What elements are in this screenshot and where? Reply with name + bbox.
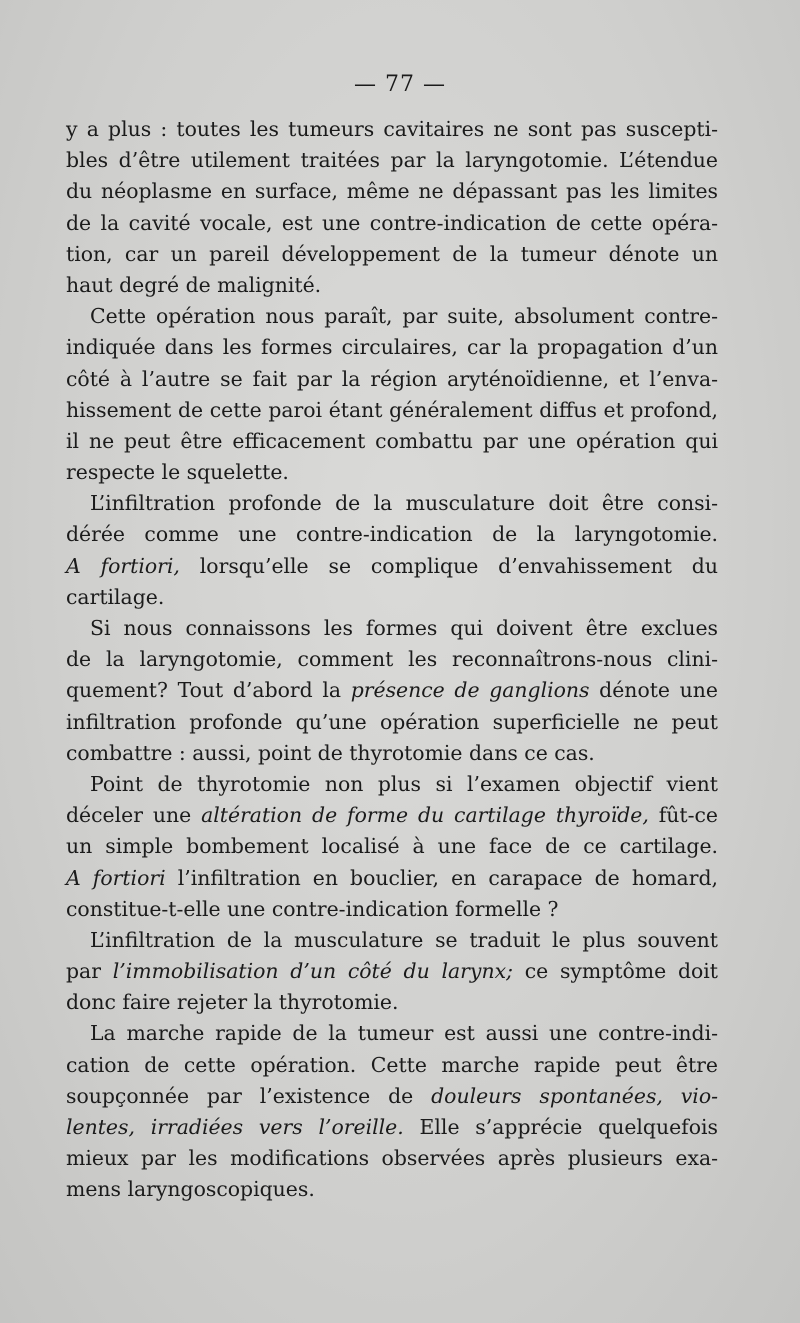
text-run: il ne peut être efficacement combattu par une opération qui [66, 428, 718, 453]
text-run: cation de cette opération. Cette marche rapide peut être [66, 1052, 718, 1077]
text-line [66, 395, 718, 426]
text-run: côté à l’autre se fait par la région aryténoïdienne, et l’enva- [66, 366, 718, 391]
text-run: de la laryngotomie, comment les reconnaîtrons-nous clini- [66, 647, 718, 672]
text-line [66, 863, 718, 894]
text-run: hissement de cette paroi étant généralement diffus et profond, [66, 397, 718, 422]
text-run: La marche rapide de la tumeur est aussi une contre-indi- [90, 1021, 718, 1046]
text-line [66, 332, 718, 363]
text-line [66, 738, 718, 769]
text-line [66, 1174, 718, 1205]
text-line [66, 613, 718, 644]
paragraph [66, 1018, 718, 1205]
page-number: — 77 — [354, 72, 446, 97]
text-run: L’infiltration profonde de la musculature doit être consi- [90, 491, 718, 516]
text-line [66, 551, 718, 582]
text-line [66, 800, 718, 831]
text-line [66, 270, 718, 301]
text-line [66, 987, 718, 1018]
paragraph [66, 769, 718, 925]
text-run: combattre : aussi, point de thyrotomie dans ce cas. [66, 740, 595, 765]
text-line [66, 457, 718, 488]
text-run: Point de thyrotomie non plus si l’examen objectif vient [90, 771, 718, 796]
text-line [66, 925, 718, 956]
text-run: tion, car un pareil développement de la tumeur dénote un [66, 241, 718, 266]
text-run: ce symptôme doit [512, 959, 718, 984]
text-run: respecte le squelette. [66, 460, 289, 485]
text-run: fût-ce [648, 803, 719, 828]
text-run: dénote une [589, 678, 718, 703]
text-line [66, 488, 718, 519]
text-line [66, 145, 718, 176]
text-run: y a plus : toutes les tumeurs cavitaires ne sont pas suscepti- [66, 117, 718, 141]
text-run: bles d’être utilement traitées par la laryngotomie. L’étendue [66, 148, 718, 173]
paragraph [66, 301, 718, 488]
text-run: L’infiltration de la musculature se traduit le plus souvent [90, 927, 718, 952]
italic-text: lentes, irradiées vers l’oreille. [66, 1115, 404, 1139]
italic-text: l’immobilisation d’un côté du larynx; [112, 959, 513, 984]
italic-text: A fortiori [66, 865, 166, 890]
text-run: lorsqu’elle se complique d’envahissement du [179, 553, 718, 578]
text-line [66, 1143, 718, 1174]
text-run: dérée comme une contre-indication de la laryngotomie. [66, 522, 718, 547]
text-line [66, 769, 718, 800]
text-run: infiltration profonde qu’une opération superficielle ne peut [66, 709, 718, 734]
text-line [66, 1112, 718, 1143]
paragraph [66, 925, 718, 1019]
text-run: cartilage. [66, 584, 165, 609]
text-line [66, 364, 718, 395]
text-run: un simple bombement localisé à une face de ce cartilage. [66, 834, 718, 859]
italic-text: A fortiori, [66, 553, 180, 578]
italic-text: altération de forme du cartilage thyroïde, [201, 803, 649, 828]
text-run: soupçonnée par l’existence de [66, 1083, 432, 1108]
text-run: déceler une [66, 803, 202, 828]
text-run: du néoplasme en surface, même ne dépassant pas les limites [66, 179, 718, 204]
text-run: constitue-t-elle une contre-indication formelle ? [66, 896, 559, 921]
text-line [66, 894, 718, 925]
text-line [66, 239, 718, 270]
text-line [66, 956, 718, 987]
text-line [66, 675, 718, 706]
text-line [66, 426, 718, 457]
body-text [66, 114, 718, 1206]
paragraph [66, 114, 718, 301]
text-run: Si nous connaissons les formes qui doivent être exclues [90, 616, 718, 640]
text-run: quement? Tout d’abord la [66, 678, 351, 703]
text-run: indiquée dans les formes circulaires, car la propagation d’un [66, 335, 718, 360]
text-run: mens laryngoscopiques. [66, 1177, 315, 1202]
text-run: Cette opération nous paraît, par suite, absolument contre- [90, 304, 718, 329]
text-line [66, 831, 718, 862]
text-run: mieux par les modifications observées après plusieurs exa- [66, 1146, 718, 1171]
text-line [66, 519, 718, 550]
text-line [66, 707, 718, 738]
text-run: par [66, 959, 113, 984]
text-line [66, 301, 718, 332]
paragraph [66, 488, 718, 613]
italic-text: douleurs spontanées, vio- [431, 1083, 718, 1108]
text-run: de la cavité vocale, est une contre-indication de cette opéra- [66, 210, 718, 235]
text-line [66, 208, 718, 239]
text-line [66, 1081, 718, 1112]
text-line [66, 644, 718, 675]
paragraph [66, 613, 718, 769]
text-run: haut degré de malignité. [66, 272, 322, 297]
italic-text: présence de ganglions [350, 678, 590, 703]
text-line [66, 1050, 718, 1081]
text-line [66, 582, 718, 613]
text-line [66, 176, 718, 207]
text-run: donc faire rejeter la thyrotomie. [66, 990, 399, 1015]
text-line [66, 1018, 718, 1049]
text-run: l’infiltration en bouclier, en carapace de homard, [165, 865, 718, 890]
text-line [66, 114, 718, 145]
text-run: Elle s’apprécie quelquefois [403, 1115, 718, 1139]
